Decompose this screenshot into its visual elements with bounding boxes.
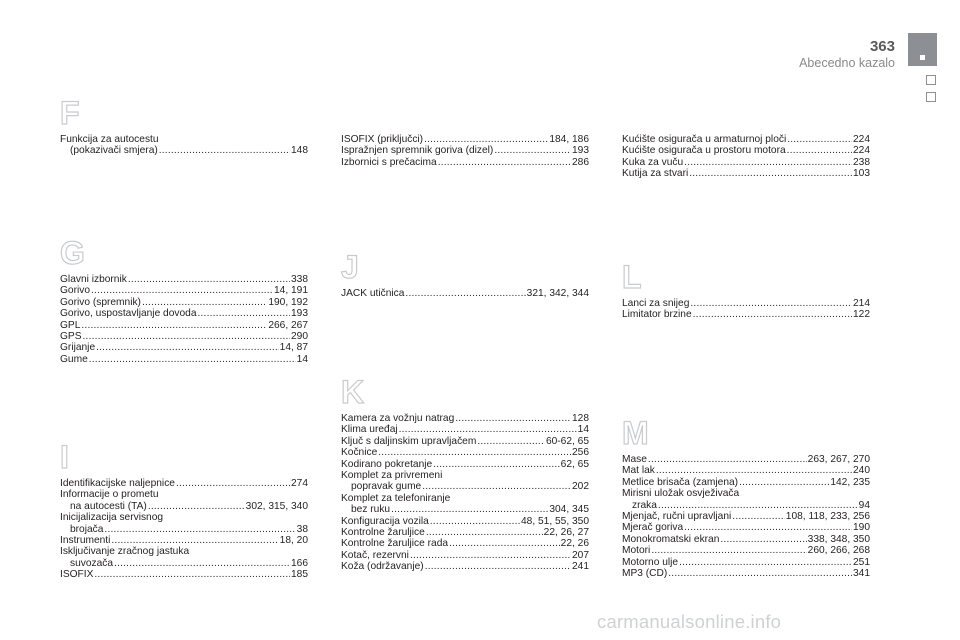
entry-subtitle: suvozača bbox=[70, 557, 114, 569]
index-section-f bbox=[60, 96, 308, 157]
entry-subtitle: (pokazivači smjera) bbox=[70, 145, 158, 157]
index-entry bbox=[341, 516, 589, 527]
index-section-m bbox=[622, 416, 870, 579]
index-section-i bbox=[60, 440, 308, 581]
dot-leader bbox=[111, 535, 278, 546]
entry-pages: 266, 267 bbox=[268, 319, 308, 331]
section-letter: I bbox=[60, 439, 69, 475]
entry-pages: 224 bbox=[853, 134, 870, 145]
entry-title: Funkcija za autocestu bbox=[60, 134, 159, 145]
entry-pages: 14 bbox=[296, 353, 308, 365]
dot-leader bbox=[668, 568, 852, 579]
dot-leader bbox=[679, 557, 852, 568]
entry-title: Motori bbox=[622, 545, 651, 557]
entry-title: Kočnice bbox=[341, 447, 378, 459]
entry-title: Mjerač goriva bbox=[622, 522, 684, 534]
entry-pages: 14, 87 bbox=[279, 342, 308, 354]
entry-pages: 103 bbox=[853, 168, 870, 180]
page-number: 363 bbox=[869, 38, 895, 55]
dot-leader bbox=[197, 308, 290, 319]
dot-leader bbox=[378, 447, 571, 458]
index-entry bbox=[60, 134, 308, 157]
entry-title: Ključ s daljinskim upravljačem bbox=[341, 435, 477, 447]
dot-leader bbox=[148, 501, 245, 512]
entry-subtitle: zraka bbox=[632, 499, 657, 511]
entry-title: Kućište osigurača u prostoru motora bbox=[622, 145, 786, 157]
index-entry bbox=[622, 298, 870, 309]
index-entry bbox=[60, 569, 308, 580]
entry-title: Inicijalizacija servisnog bbox=[60, 512, 164, 524]
entry-pages: 207 bbox=[572, 549, 589, 561]
entry-title: Lanci za snijeg bbox=[622, 298, 690, 309]
entry-pages: 193 bbox=[291, 308, 308, 320]
entry-pages: 214 bbox=[853, 298, 870, 309]
entry-pages: 193 bbox=[572, 145, 589, 157]
entry-title: Instrumenti bbox=[60, 535, 111, 547]
entry-title: Monokromatski ekran bbox=[622, 533, 720, 545]
dot-leader bbox=[739, 477, 829, 488]
entry-pages: 108, 118, 233, 256 bbox=[785, 511, 870, 523]
entry-pages: 185 bbox=[291, 569, 308, 581]
index-entry bbox=[60, 354, 308, 365]
dot-leader bbox=[176, 478, 290, 489]
entry-pages: 22, 26 bbox=[560, 538, 589, 550]
entry-title: Kutija za stvari bbox=[622, 168, 689, 180]
dot-leader bbox=[449, 538, 560, 549]
dot-leader bbox=[690, 298, 852, 309]
entry-pages: 184, 186 bbox=[549, 134, 589, 145]
dot-leader bbox=[410, 550, 571, 561]
entry-title: Gume bbox=[60, 353, 88, 365]
entry-title: ISOFIX bbox=[60, 569, 94, 581]
index-section-l bbox=[622, 260, 870, 321]
index-entry bbox=[341, 413, 589, 424]
entry-pages: 286 bbox=[572, 156, 589, 168]
index-entry bbox=[60, 546, 308, 569]
dot-leader bbox=[426, 527, 543, 538]
index-entry bbox=[622, 309, 870, 320]
index-entry bbox=[60, 274, 308, 285]
dot-leader bbox=[430, 516, 520, 527]
entry-subtitle: na autocesti (TA) bbox=[70, 500, 147, 512]
dot-leader bbox=[114, 558, 290, 569]
entry-pages: 122 bbox=[853, 309, 870, 321]
entry-pages: 341 bbox=[853, 568, 870, 580]
entry-title: Kuka za vuču bbox=[622, 156, 684, 168]
section-tab-marker bbox=[908, 33, 937, 66]
entry-title: Gorivo (spremnik) bbox=[60, 296, 141, 308]
entry-pages: 190 bbox=[853, 522, 870, 534]
entry-title: Klima uređaj bbox=[341, 424, 398, 436]
entry-pages: 128 bbox=[572, 413, 589, 424]
entry-title: Motorno ulje bbox=[622, 556, 679, 568]
index-entry bbox=[341, 447, 589, 458]
index-entry bbox=[341, 157, 589, 168]
entry-title: Kodirano pokretanje bbox=[341, 458, 433, 470]
entry-pages: 263, 267, 270 bbox=[807, 454, 870, 465]
index-entry bbox=[341, 288, 589, 299]
index-entry bbox=[60, 297, 308, 308]
entry-pages: 142, 235 bbox=[830, 476, 870, 488]
index-entry bbox=[341, 538, 589, 549]
entry-pages: 238 bbox=[853, 156, 870, 168]
index-section-j bbox=[341, 250, 589, 299]
section-letter: F bbox=[60, 95, 80, 131]
dot-leader bbox=[142, 297, 267, 308]
entry-title: Mirisni uložak osvježivača bbox=[622, 488, 740, 500]
dot-leader bbox=[128, 274, 290, 285]
index-entry bbox=[622, 545, 870, 556]
dot-leader bbox=[83, 331, 290, 342]
index-entry bbox=[341, 527, 589, 538]
entry-title: Kontrolne žaruljice bbox=[341, 527, 425, 539]
dot-leader bbox=[684, 522, 852, 533]
entry-title: Mase bbox=[622, 454, 647, 465]
entry-pages: 94 bbox=[858, 499, 870, 511]
dot-leader bbox=[477, 436, 545, 447]
section-letter: L bbox=[622, 259, 642, 295]
dot-leader bbox=[648, 454, 807, 465]
entry-title: Grijanje bbox=[60, 342, 96, 354]
dot-leader bbox=[656, 465, 852, 476]
index-entry bbox=[622, 134, 870, 145]
entry-pages: 274 bbox=[291, 478, 308, 489]
index-entry bbox=[622, 488, 870, 511]
entry-title: Isključivanje zračnog jastuka bbox=[60, 546, 190, 558]
entry-pages: 22, 26, 27 bbox=[543, 527, 589, 539]
entry-pages: 148 bbox=[291, 145, 308, 157]
entry-pages: 241 bbox=[572, 561, 589, 573]
entry-pages: 321, 342, 344 bbox=[526, 288, 589, 299]
entry-title: Kućište osigurača u armaturnoj ploči bbox=[622, 134, 787, 145]
dot-leader bbox=[399, 424, 577, 435]
index-entry bbox=[622, 511, 870, 522]
index-entry bbox=[60, 308, 308, 319]
dot-leader bbox=[787, 145, 852, 156]
entry-title: JACK utičnica bbox=[341, 288, 405, 299]
index-entry bbox=[622, 145, 870, 156]
section-tab-empty-icon bbox=[926, 75, 936, 85]
index-entry bbox=[622, 568, 870, 579]
entry-title: Kamera za vožnju natrag bbox=[341, 413, 455, 424]
index-section-iso bbox=[341, 134, 589, 168]
entry-pages: 38 bbox=[296, 523, 308, 535]
entry-title: Ispražnjen spremnik goriva (dizel) bbox=[341, 145, 494, 157]
index-entry bbox=[60, 285, 308, 296]
dot-leader bbox=[424, 134, 548, 145]
entry-pages: 304, 345 bbox=[549, 504, 589, 516]
entry-pages: 62, 65 bbox=[560, 458, 589, 470]
entry-pages: 338, 348, 350 bbox=[807, 533, 870, 545]
dot-leader bbox=[689, 168, 852, 179]
entry-pages: 338 bbox=[291, 274, 308, 285]
entry-title: Koža (održavanje) bbox=[341, 561, 424, 573]
dot-leader bbox=[104, 524, 295, 535]
index-section-ku bbox=[622, 134, 870, 180]
entry-pages: 256 bbox=[572, 447, 589, 459]
entry-pages: 240 bbox=[853, 465, 870, 477]
entry-title: Informacije o prometu bbox=[60, 489, 159, 501]
dot-leader bbox=[425, 561, 571, 572]
entry-pages: 302, 315, 340 bbox=[245, 500, 308, 512]
index-entry bbox=[60, 331, 308, 342]
index-entry bbox=[341, 134, 589, 145]
index-entry bbox=[341, 493, 589, 516]
entry-pages: 14 bbox=[577, 424, 589, 436]
index-entry bbox=[622, 522, 870, 533]
entry-subtitle: bez ruku bbox=[351, 504, 391, 516]
entry-pages: 48, 51, 55, 350 bbox=[521, 515, 589, 527]
index-entry bbox=[60, 512, 308, 535]
section-letter: M bbox=[622, 415, 649, 451]
entry-title: Metlice brisača (zamjena) bbox=[622, 476, 739, 488]
section-letter: K bbox=[341, 374, 365, 410]
dot-leader bbox=[159, 145, 290, 156]
entry-title: Glavni izbornik bbox=[60, 274, 127, 285]
entry-title: Kotač, rezervni bbox=[341, 549, 409, 561]
section-letter: G bbox=[60, 235, 85, 271]
index-entry bbox=[60, 342, 308, 353]
entry-pages: 251 bbox=[853, 556, 870, 568]
index-entry bbox=[60, 535, 308, 546]
entry-pages: 60-62, 65 bbox=[545, 435, 589, 447]
entry-pages: 260, 266, 268 bbox=[807, 545, 870, 557]
entry-title: Konfiguracija vozila bbox=[341, 515, 429, 527]
dot-leader bbox=[405, 288, 525, 299]
entry-pages: 190, 192 bbox=[268, 296, 308, 308]
index-entry bbox=[341, 424, 589, 435]
dot-leader bbox=[494, 145, 571, 156]
entry-pages: 202 bbox=[572, 481, 589, 493]
dot-leader bbox=[455, 413, 571, 424]
index-entry bbox=[622, 157, 870, 168]
index-section-k bbox=[341, 375, 589, 573]
index-entry bbox=[341, 561, 589, 572]
index-entry bbox=[622, 454, 870, 465]
entry-title: Mjenjač, ručni upravljani bbox=[622, 511, 732, 523]
index-entry bbox=[60, 320, 308, 331]
entry-title: Gorivo bbox=[60, 285, 91, 297]
dot-leader bbox=[91, 285, 273, 296]
entry-pages: 224 bbox=[853, 145, 870, 157]
dot-leader bbox=[787, 134, 852, 145]
dot-leader bbox=[720, 534, 806, 545]
watermark: carmanualsonline.info bbox=[597, 611, 782, 632]
index-entry bbox=[341, 145, 589, 156]
dot-leader bbox=[684, 157, 852, 168]
index-entry bbox=[622, 465, 870, 476]
page-title: Abecedno kazalo bbox=[799, 56, 895, 70]
dot-leader bbox=[693, 309, 852, 320]
index-entry bbox=[60, 478, 308, 489]
dot-leader bbox=[96, 342, 279, 353]
index-entry bbox=[341, 436, 589, 447]
entry-title: GPS bbox=[60, 331, 82, 343]
index-entry bbox=[60, 489, 308, 512]
dot-leader bbox=[651, 545, 806, 556]
entry-pages: 290 bbox=[291, 331, 308, 343]
dot-leader bbox=[438, 157, 571, 168]
entry-title: MP3 (CD) bbox=[622, 568, 668, 580]
dot-leader bbox=[422, 481, 571, 492]
section-letter: J bbox=[341, 249, 359, 285]
index-entry bbox=[341, 550, 589, 561]
entry-pages: 14, 191 bbox=[274, 285, 308, 297]
entry-title: Komplet za telefoniranje bbox=[341, 492, 451, 504]
entry-title: Identifikacijske naljepnice bbox=[60, 478, 175, 489]
dot-leader bbox=[433, 459, 559, 470]
entry-pages: 18, 20 bbox=[279, 535, 308, 547]
entry-title: ISOFIX (priključci) bbox=[341, 134, 424, 145]
entry-subtitle: popravak gume bbox=[351, 481, 422, 493]
dot-leader bbox=[81, 320, 267, 331]
index-entry bbox=[341, 470, 589, 493]
dot-leader bbox=[658, 500, 858, 511]
index-entry bbox=[622, 168, 870, 179]
section-tab-empty-icon bbox=[926, 92, 936, 102]
dot-leader bbox=[732, 511, 784, 522]
entry-title: Kontrolne žaruljice rada bbox=[341, 538, 449, 550]
dot-leader bbox=[89, 354, 296, 365]
tab-dot-icon bbox=[920, 55, 925, 60]
dot-leader bbox=[391, 504, 548, 515]
index-section-g bbox=[60, 236, 308, 365]
index-entry bbox=[341, 459, 589, 470]
entry-pages: 166 bbox=[291, 557, 308, 569]
entry-title: Komplet za privremeni bbox=[341, 470, 443, 482]
entry-title: Mat lak bbox=[622, 465, 655, 477]
entry-subtitle: brojača bbox=[70, 523, 104, 535]
entry-title: GPL bbox=[60, 319, 81, 331]
index-entry bbox=[622, 534, 870, 545]
index-entry bbox=[622, 557, 870, 568]
entry-title: Gorivo, uspostavljanje dovoda bbox=[60, 308, 197, 320]
dot-leader bbox=[94, 569, 290, 580]
index-entry bbox=[622, 477, 870, 488]
entry-title: Izbornici s prečacima bbox=[341, 156, 437, 168]
entry-title: Limitator brzine bbox=[622, 309, 692, 321]
